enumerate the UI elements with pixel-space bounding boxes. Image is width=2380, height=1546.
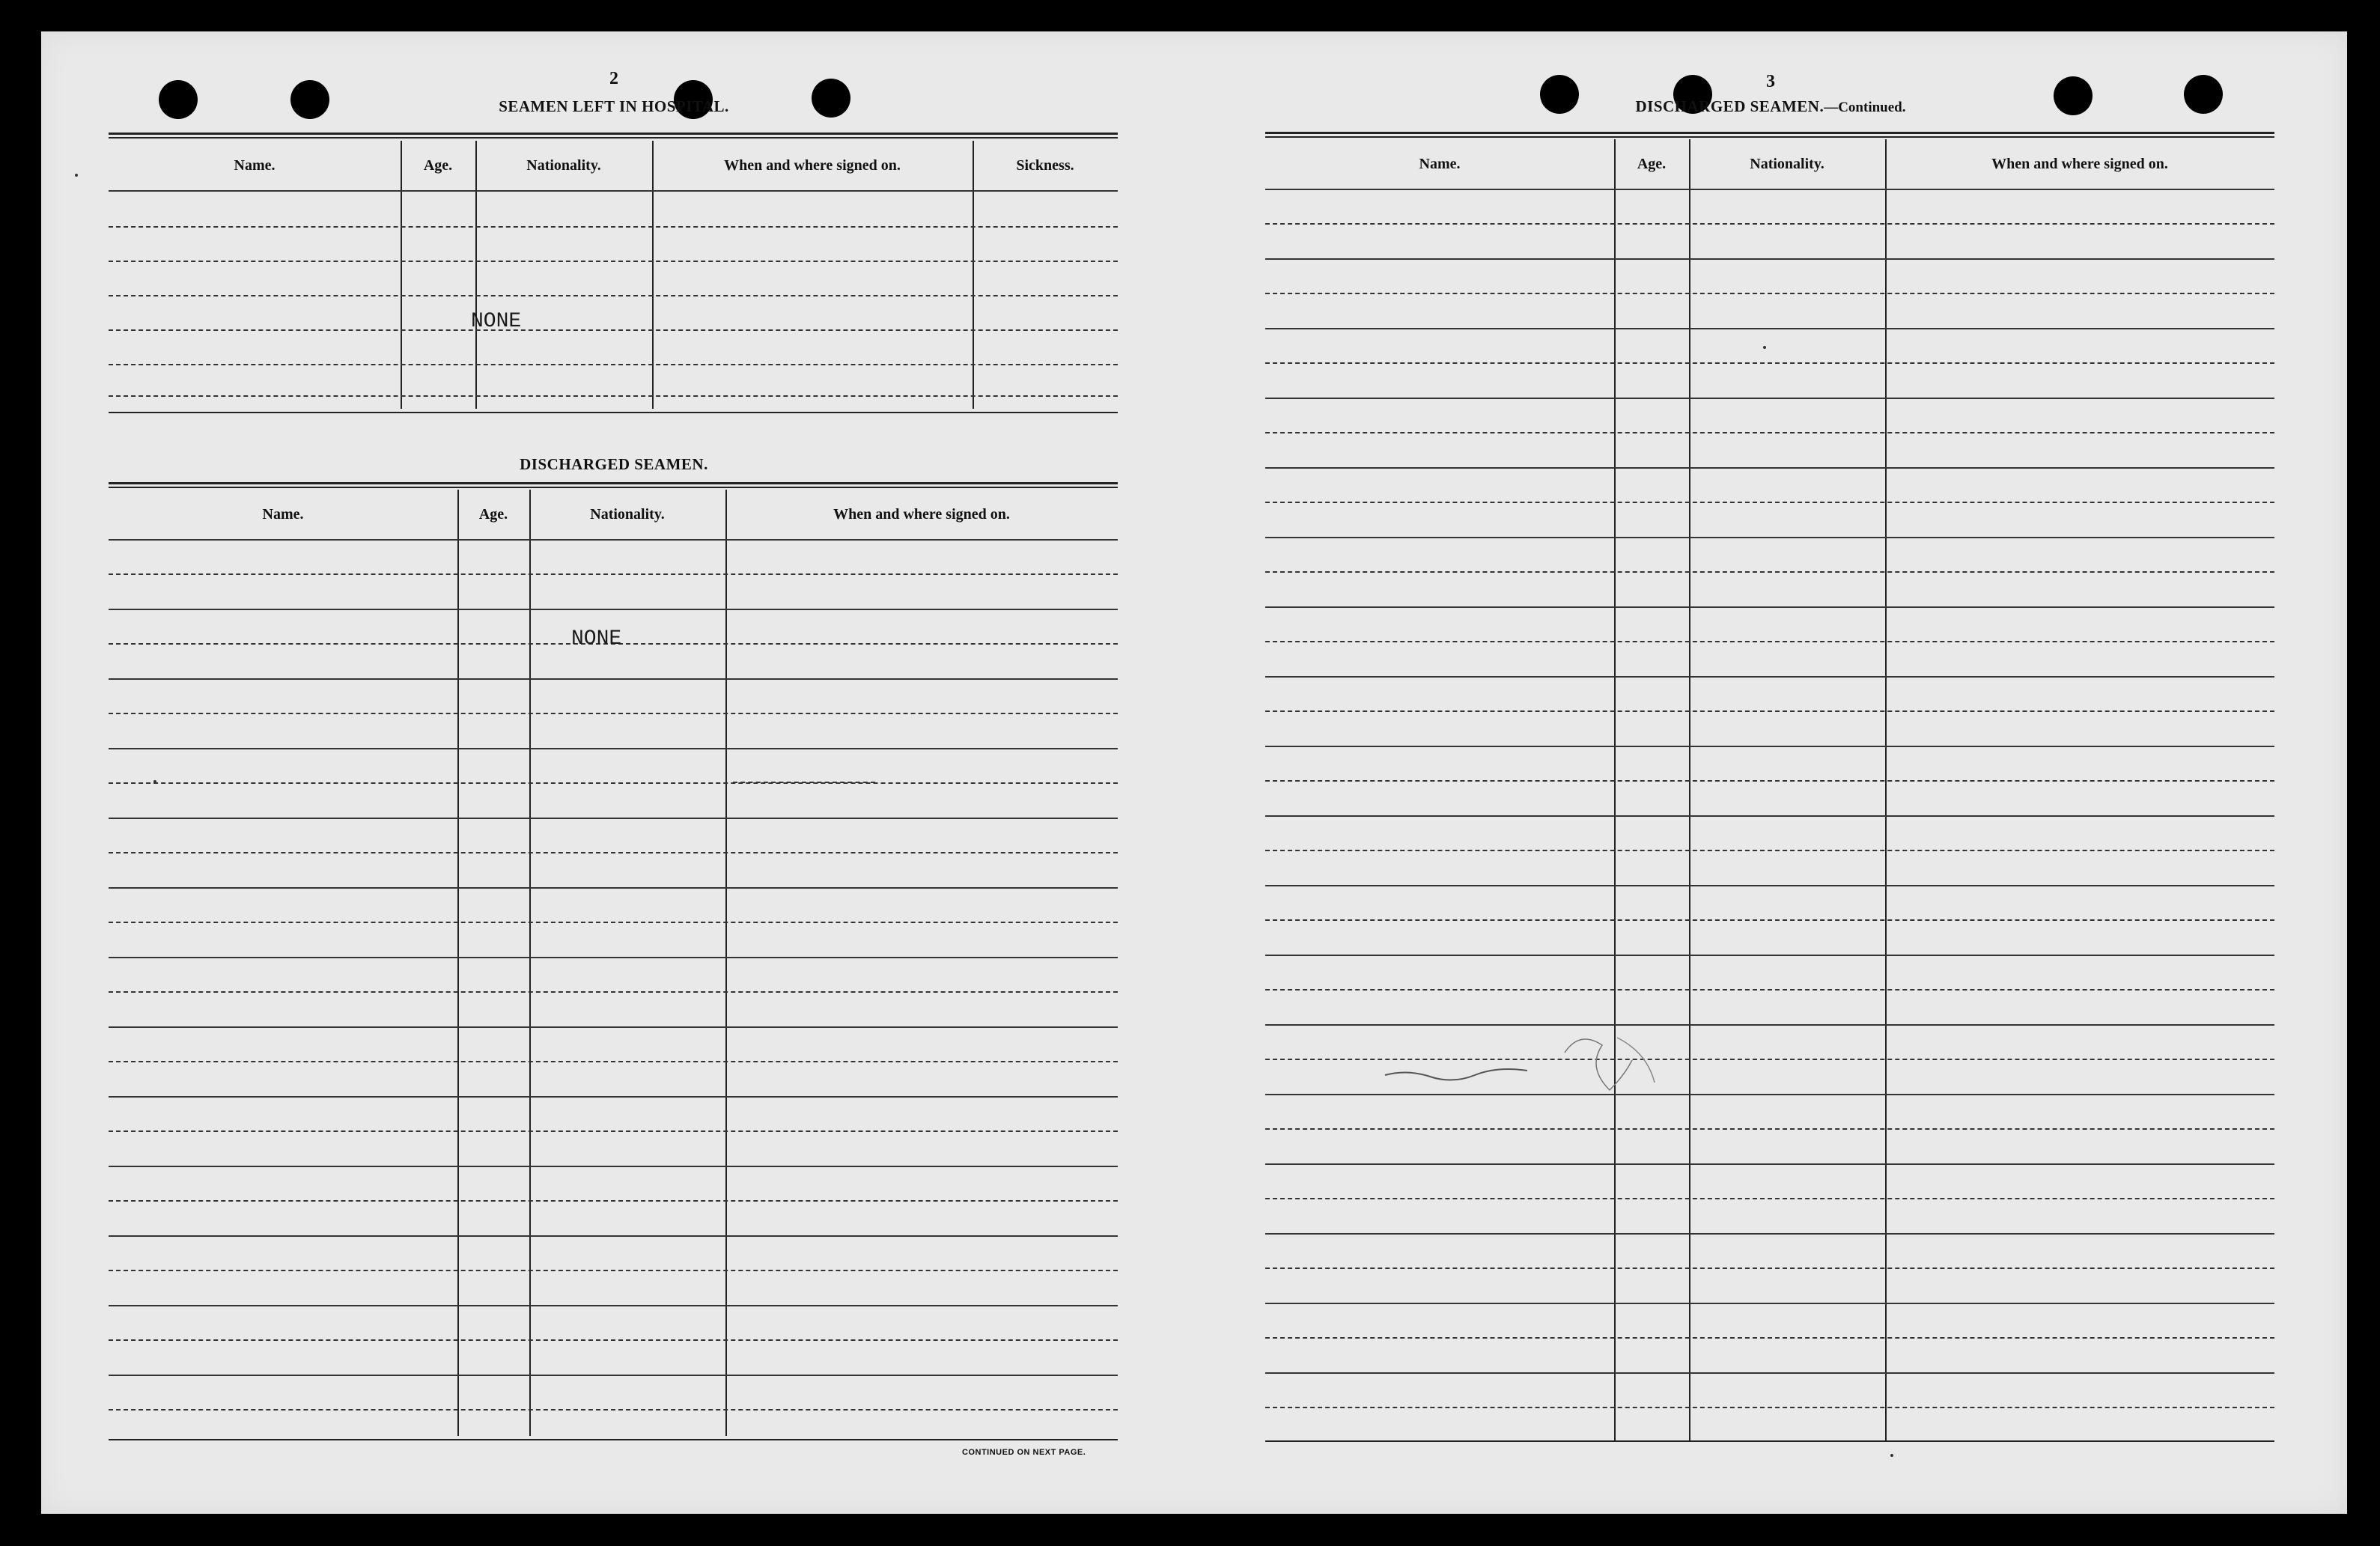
- left-page: [109, 69, 1119, 1491]
- header-age: Age.: [478, 505, 508, 523]
- row-line: [109, 1339, 1118, 1341]
- speck: [153, 780, 156, 783]
- row-line: [109, 295, 1118, 296]
- page-number: 2: [609, 69, 618, 88]
- row-line: [109, 1270, 1118, 1271]
- typed-entry-none: NONE: [471, 310, 522, 333]
- row-line: [1265, 1337, 2274, 1339]
- row-line: [109, 852, 1118, 853]
- bottom-rule: [109, 1439, 1118, 1440]
- right-page: [1265, 72, 2276, 1494]
- row-line: [1265, 815, 2274, 817]
- double-rule: [109, 133, 1118, 139]
- row-line: [109, 782, 1118, 784]
- section-rule: [109, 412, 1118, 413]
- row-line: [109, 226, 1118, 228]
- row-line: [1265, 398, 2274, 399]
- header-name: Name.: [234, 156, 276, 174]
- column-divider: [1885, 139, 1887, 1440]
- pencil-scribble: [1378, 1023, 1692, 1113]
- row-line: [1265, 258, 2274, 260]
- row-line: [1265, 989, 2274, 990]
- row-line: [1265, 362, 2274, 364]
- discharged-table: [109, 490, 1118, 1436]
- column-divider: [1614, 139, 1616, 1440]
- row-line: [1265, 606, 2274, 608]
- row-line: [109, 395, 1118, 397]
- row-line: [1265, 467, 2274, 469]
- row-line: [1265, 641, 2274, 642]
- row-line: [109, 1200, 1118, 1202]
- short-dash-mark: [733, 782, 875, 783]
- header-nationality: Nationality.: [1750, 155, 1824, 172]
- row-line: [1265, 1128, 2274, 1130]
- hospital-table: [109, 141, 1118, 409]
- header-nationality: Nationality.: [590, 505, 665, 523]
- header-nationality: Nationality.: [526, 156, 601, 174]
- speck: [1890, 1454, 1893, 1457]
- header-name: Name.: [262, 505, 304, 523]
- row-line: [1265, 432, 2274, 433]
- row-line: [109, 1375, 1118, 1376]
- column-divider: [652, 141, 654, 409]
- row-line: [1265, 502, 2274, 503]
- row-line: [109, 1166, 1118, 1167]
- column-divider: [529, 490, 531, 1436]
- row-line: [109, 329, 1118, 331]
- document-sheet: [41, 31, 2347, 1514]
- column-divider: [475, 141, 477, 409]
- page-number: 3: [1766, 72, 1775, 91]
- column-divider: [725, 490, 727, 1436]
- row-line: [1265, 676, 2274, 678]
- speck: [75, 174, 78, 177]
- header-name: Name.: [1419, 155, 1461, 172]
- header-age: Age.: [1637, 155, 1667, 172]
- row-line: [109, 1130, 1118, 1132]
- row-line: [109, 1235, 1118, 1237]
- header-sickness: Sickness.: [1016, 156, 1074, 174]
- column-divider: [457, 490, 459, 1436]
- row-line: [109, 364, 1118, 365]
- double-rule: [109, 482, 1118, 488]
- speck: [1763, 346, 1766, 349]
- row-line: [109, 922, 1118, 923]
- header-signed-on: When and where signed on.: [833, 505, 1010, 523]
- row-line: [109, 1409, 1118, 1410]
- row-line: [109, 991, 1118, 993]
- row-line: [109, 1026, 1118, 1028]
- header-underline: [109, 539, 1118, 541]
- section-title-text: DISCHARGED SEAMEN.: [1635, 97, 1824, 115]
- row-line: [1265, 1267, 2274, 1269]
- column-divider: [973, 141, 974, 409]
- row-line: [109, 887, 1118, 889]
- row-line: [1265, 885, 2274, 886]
- row-line: [1265, 919, 2274, 921]
- row-line: [1265, 293, 2274, 294]
- double-rule: [1265, 132, 2274, 138]
- row-line: [1265, 1163, 2274, 1165]
- row-line: [109, 818, 1118, 819]
- row-line: [109, 573, 1118, 575]
- section-title-discharged: DISCHARGED SEAMEN.: [520, 455, 708, 473]
- row-line: [109, 957, 1118, 958]
- section-title-discharged-continued: [1265, 97, 2276, 116]
- header-underline: [109, 190, 1118, 192]
- header-signed-on: When and where signed on.: [724, 156, 901, 174]
- row-line: [109, 1061, 1118, 1062]
- row-line: [1265, 710, 2274, 712]
- row-line: [109, 713, 1118, 714]
- header-underline: [1265, 189, 2274, 190]
- row-line: [109, 678, 1118, 680]
- row-line: [1265, 1198, 2274, 1199]
- row-line: [109, 748, 1118, 749]
- header-age: Age.: [423, 156, 453, 174]
- discharged-continued-table: [1265, 139, 2274, 1440]
- row-line: [1265, 328, 2274, 329]
- row-line: [1265, 571, 2274, 573]
- row-line: [1265, 1233, 2274, 1235]
- row-line: [1265, 850, 2274, 851]
- header-signed-on: When and where signed on.: [1991, 155, 2168, 172]
- row-line: [109, 261, 1118, 262]
- column-divider: [1689, 139, 1690, 1440]
- row-line: [1265, 1303, 2274, 1304]
- row-line: [1265, 955, 2274, 956]
- row-line: [1265, 780, 2274, 782]
- continued-note: CONTINUED ON NEXT PAGE.: [962, 1448, 1086, 1457]
- bottom-rule: [1265, 1440, 2274, 1442]
- section-title-suffix: —Continued.: [1824, 100, 1906, 115]
- row-line: [109, 609, 1118, 610]
- row-line: [1265, 223, 2274, 225]
- row-line: [109, 1096, 1118, 1098]
- row-line: [1265, 537, 2274, 538]
- row-line: [1265, 746, 2274, 747]
- typed-entry-none: NONE: [571, 627, 622, 651]
- column-divider: [401, 141, 402, 409]
- row-line: [109, 1305, 1118, 1306]
- row-line: [1265, 1372, 2274, 1374]
- row-line: [1265, 1407, 2274, 1408]
- section-title-hospital: SEAMEN LEFT IN HOSPITAL.: [499, 97, 729, 115]
